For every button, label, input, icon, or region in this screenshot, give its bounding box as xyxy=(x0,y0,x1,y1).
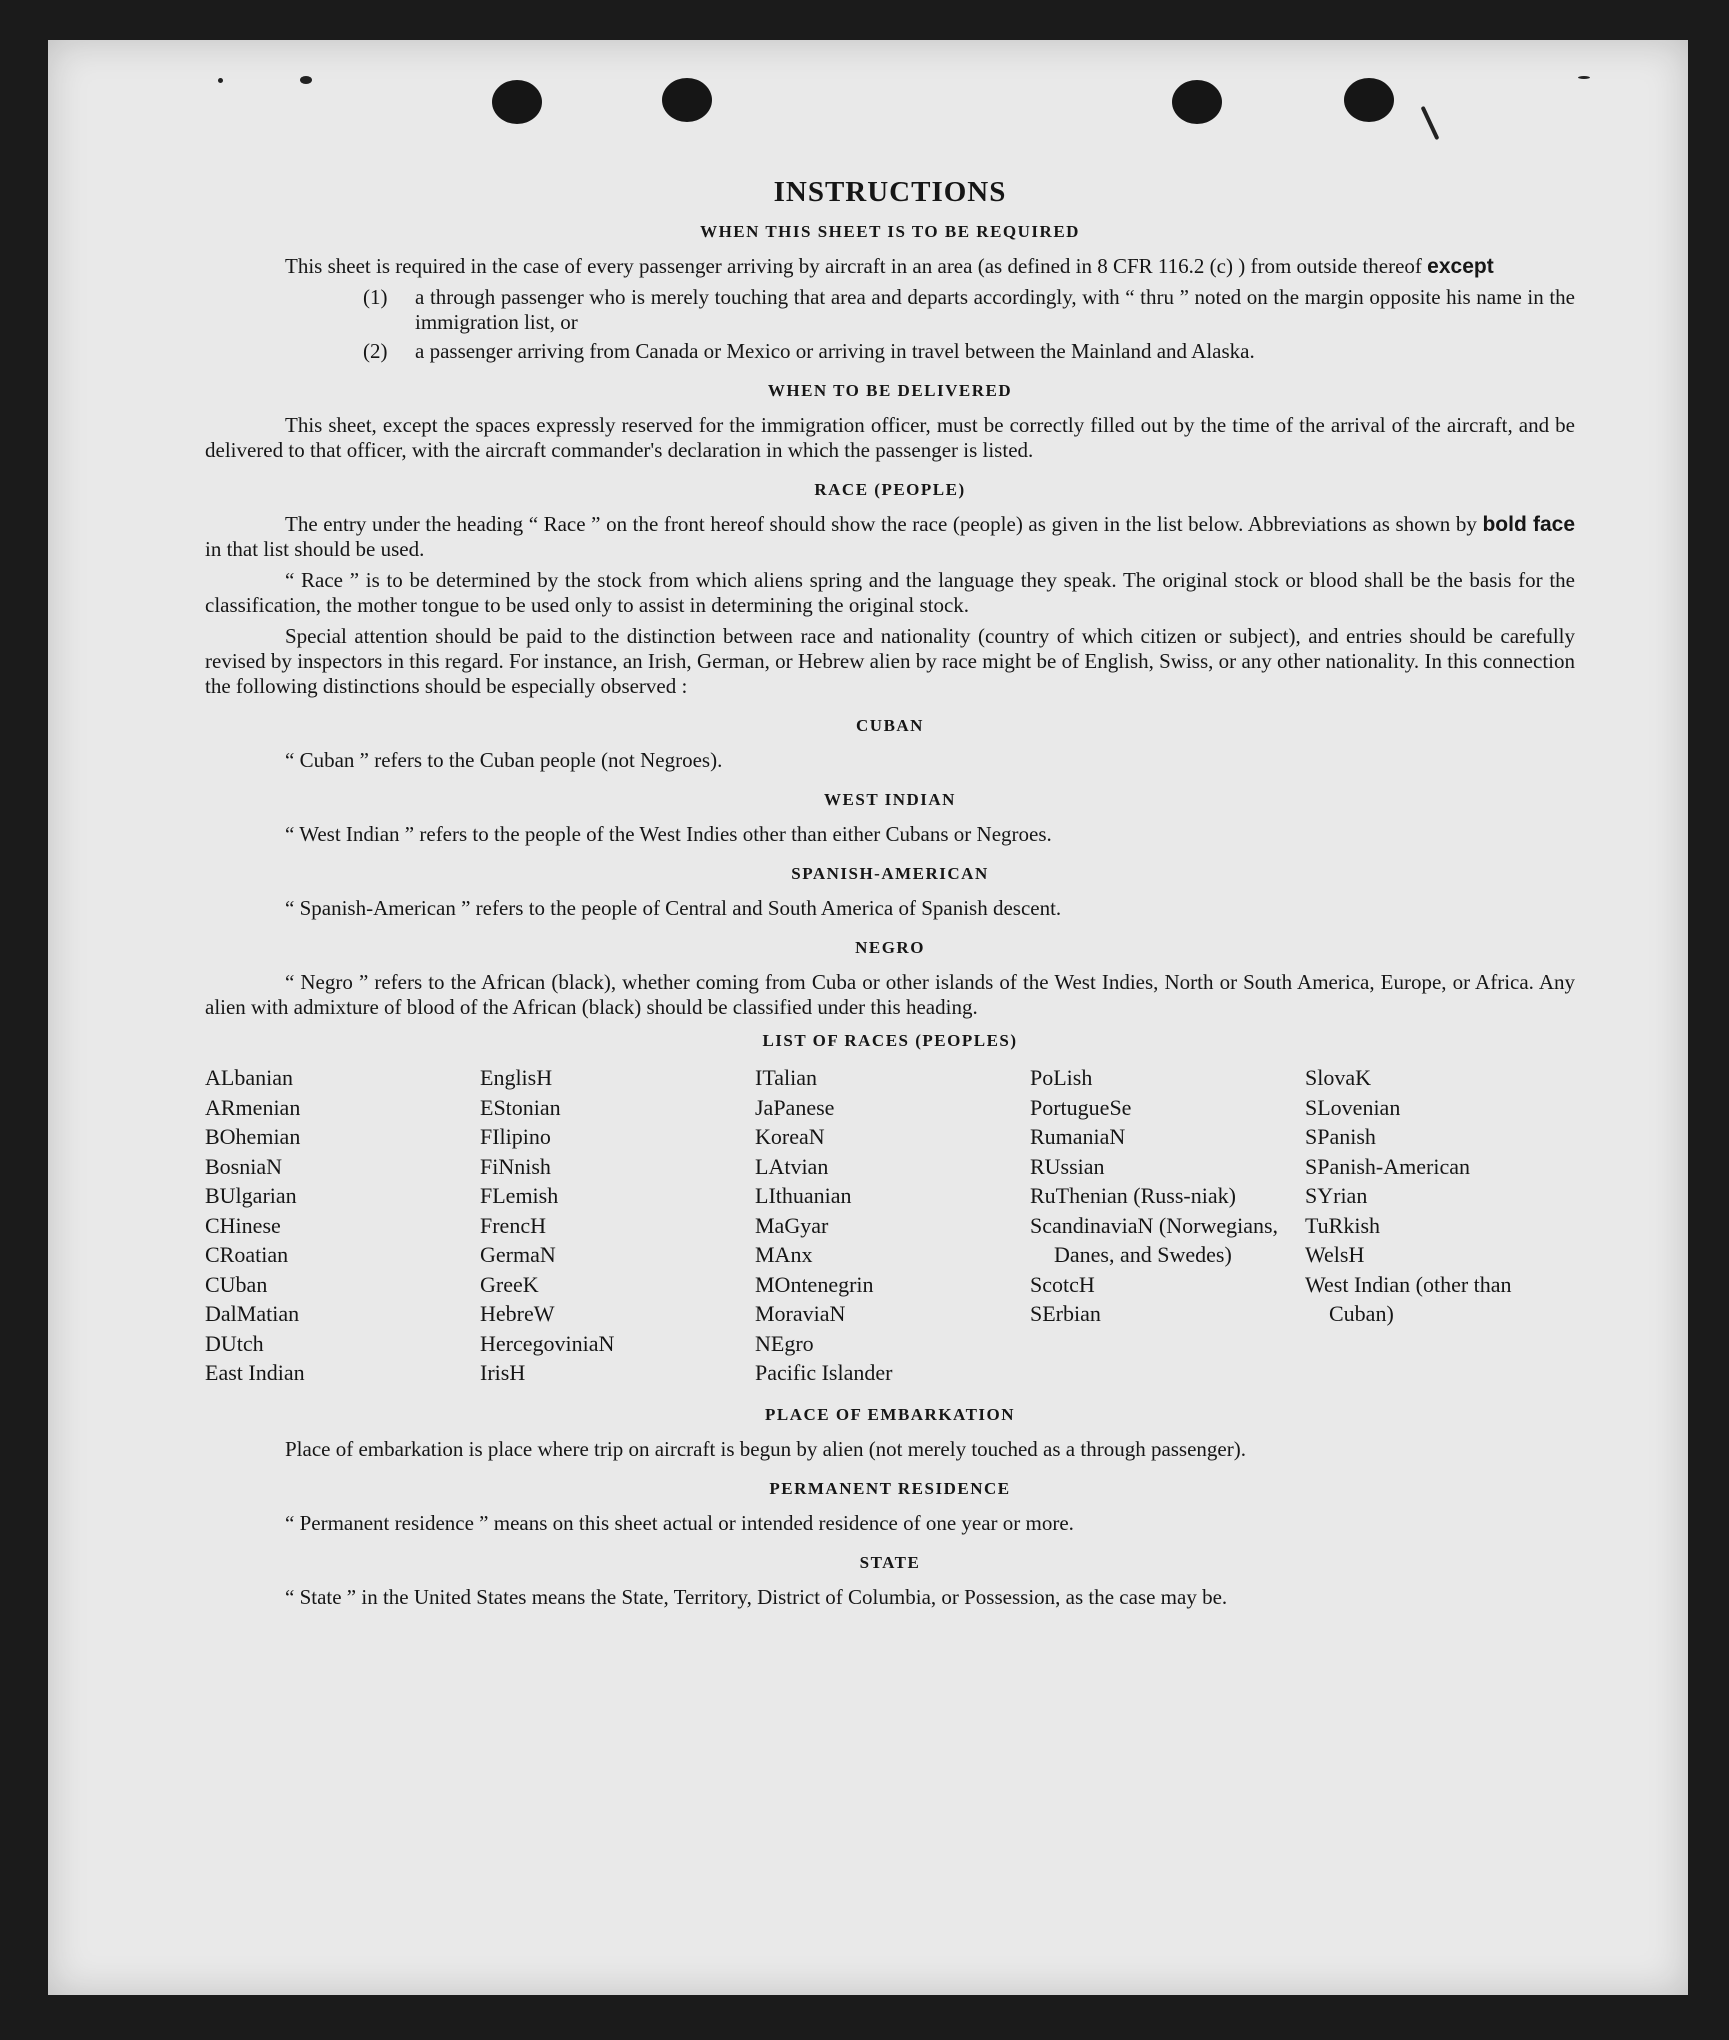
section-heading: PERMANENT RESIDENCE xyxy=(769,1478,1011,1498)
race-item: HebreW xyxy=(480,1301,555,1326)
race-item: ALbanian xyxy=(205,1065,293,1090)
race-item: SPanish xyxy=(1305,1124,1376,1149)
race-item: FrencH xyxy=(480,1212,546,1238)
race-item: ITalian xyxy=(755,1065,817,1090)
paragraph-text: in that list should be used. xyxy=(205,537,425,561)
list-item-text: a through passenger who is merely touching that area and departs accordingly, with “ thru ” noted on the margin opposite his name in the immigration list, or xyxy=(415,285,1575,334)
race-item: EnglisH xyxy=(480,1065,553,1090)
paragraph-text: This sheet is required in the case of every passenger arriving by aircraft in an area (as defined in 8 CFR 116.2 (c) ) from outside thereof xyxy=(285,254,1422,278)
section-heading: WHEN TO BE DELIVERED xyxy=(767,381,1013,400)
race-item: DUtch xyxy=(205,1330,264,1356)
section-heading: NEGRO xyxy=(855,938,925,957)
section-paragraph: This sheet, except the spaces expressly reserved for the immigration officer, must be correctly filled out by the time of the arrival of the aircraft, and be delivered to that officer, with the aircraft commander's declaration in which the passenger is listed. xyxy=(205,413,1575,462)
race-item: ScandinaviaN (Norwegians, Danes, and Swedes) xyxy=(1030,1212,1279,1267)
paragraph-emphasis: bold face xyxy=(1482,513,1576,536)
races-heading: LIST OF RACES (PEOPLES) xyxy=(762,1031,1018,1050)
paragraph-emphasis: except xyxy=(1427,255,1494,278)
section-paragraph: “ State ” in the United States means the State, Territory, District of Columbia, or Possession, as the case may be. xyxy=(285,1584,1228,1609)
section-paragraph: Special attention should be paid to the distinction between race and nationality (country of which citizen or subject), and entries should be carefully revised by inspectors in this regard. For instance, an Irish, German, or Hebrew alien by race might be of English, Swiss, or any other nationality. In this connection the following distinctions should be especially observed : xyxy=(205,624,1575,698)
race-item: SPanish-American xyxy=(1305,1153,1470,1179)
race-item: CHinese xyxy=(205,1212,281,1238)
race-item: GermaN xyxy=(480,1242,556,1267)
race-item: KoreaN xyxy=(755,1124,825,1149)
race-item: MoraviaN xyxy=(755,1301,846,1326)
race-item: RUssian xyxy=(1030,1153,1105,1179)
section-heading: WEST INDIAN xyxy=(824,790,956,809)
race-item: FLemish xyxy=(480,1183,559,1208)
list-item-number: (1) xyxy=(363,285,388,309)
list-item xyxy=(205,285,1575,335)
race-item: LAtvian xyxy=(755,1153,829,1179)
race-item: PoLish xyxy=(1030,1065,1093,1090)
race-item: EStonian xyxy=(480,1094,561,1120)
punch-hole xyxy=(1172,80,1222,124)
race-item: SYrian xyxy=(1305,1183,1368,1208)
race-item: East Indian xyxy=(205,1360,305,1385)
document-page xyxy=(48,40,1688,1995)
race-item: CUban xyxy=(205,1271,268,1297)
section-paragraph: “ Race ” is to be determined by the stock from which aliens spring and the language they speak. The original stock or blood shall be the basis for the classification, the mother tongue to be used only to assist in determining the original stock. xyxy=(205,568,1575,617)
race-item: MaGyar xyxy=(755,1212,829,1238)
races-column xyxy=(480,1063,750,1388)
races-list xyxy=(205,1063,1575,1388)
section-heading: PLACE OF EMBARKATION xyxy=(764,1404,1016,1424)
race-item: TuRkish xyxy=(1305,1212,1381,1238)
race-item: JaPanese xyxy=(755,1094,835,1120)
race-item: RuThenian (Russ-niak) xyxy=(1030,1183,1236,1208)
page-title: INSTRUCTIONS xyxy=(773,176,1007,208)
races-column xyxy=(205,1063,475,1388)
list-item xyxy=(205,339,1575,364)
race-item: WelsH xyxy=(1305,1242,1365,1267)
races-column xyxy=(755,1063,1025,1388)
race-item: GreeK xyxy=(480,1271,539,1297)
section-paragraph: Place of embarkation is place where trip on aircraft is begun by alien (not merely touched as a through passenger). xyxy=(285,1436,1246,1461)
race-item: LIthuanian xyxy=(755,1183,852,1208)
race-item: SLovenian xyxy=(1305,1094,1401,1120)
section-heading: CUBAN xyxy=(856,716,924,735)
race-item: MAnx xyxy=(755,1242,813,1267)
race-item: IrisH xyxy=(480,1360,526,1385)
section-paragraph: “ Permanent residence ” means on this sheet actual or intended residence of one year or more. xyxy=(285,1510,1074,1535)
instructions-content xyxy=(205,176,1576,1616)
race-item: RumaniaN xyxy=(1030,1124,1126,1149)
race-item: SErbian xyxy=(1030,1301,1101,1326)
ink-speck xyxy=(218,78,223,83)
race-item: MOntenegrin xyxy=(755,1271,874,1297)
race-item: BosniaN xyxy=(205,1153,282,1179)
race-item: BUlgarian xyxy=(205,1183,297,1208)
section-paragraph: “ Negro ” refers to the African (black), whether coming from Cuba or other islands of the West Indies, North or South America, Europe, or Africa. Any alien with admixture of blood of the African (black) should be classified under this heading. xyxy=(205,970,1575,1019)
section-paragraph: “ Cuban ” refers to the Cuban people (not Negroes). xyxy=(285,748,723,772)
race-item: DalMatian xyxy=(205,1301,300,1326)
race-item: HercegoviniaN xyxy=(480,1330,615,1356)
races-column xyxy=(1030,1063,1300,1388)
paragraph-text: The entry under the heading “ Race ” on the front hereof should show the race (people) as given in the list below. Abbreviations as shown by xyxy=(285,512,1477,536)
race-item: ScotcH xyxy=(1030,1271,1095,1297)
section-paragraph: “ Spanish-American ” refers to the people of Central and South America of Spanish descent. xyxy=(285,896,1062,920)
race-item: BOhemian xyxy=(205,1124,301,1149)
list-item-text: a passenger arriving from Canada or Mexico or arriving in travel between the Mainland and Alaska. xyxy=(415,339,1255,363)
race-item: West Indian (other than Cuban) xyxy=(1305,1271,1512,1326)
race-item: ARmenian xyxy=(205,1094,301,1120)
race-item: CRoatian xyxy=(205,1242,289,1267)
races-column xyxy=(1305,1063,1575,1388)
ink-speck xyxy=(1421,106,1440,140)
ink-speck xyxy=(1578,76,1590,79)
section-paragraph xyxy=(205,254,1575,279)
race-item: FIlipino xyxy=(480,1124,551,1149)
section-heading: WHEN THIS SHEET IS TO BE REQUIRED xyxy=(700,222,1080,241)
punch-hole xyxy=(662,78,712,122)
section-paragraph: “ West Indian ” refers to the people of the West Indies other than either Cubans or Negroes. xyxy=(285,822,1052,846)
race-item: NEgro xyxy=(755,1330,814,1356)
punch-hole xyxy=(492,80,542,124)
section-heading: STATE xyxy=(859,1552,921,1572)
list-item-number: (2) xyxy=(363,339,388,363)
ink-speck xyxy=(300,76,312,84)
race-item: SlovaK xyxy=(1305,1065,1371,1090)
punch-hole xyxy=(1344,78,1394,122)
race-item: PortugueSe xyxy=(1030,1094,1132,1120)
race-item: Pacific Islander xyxy=(755,1360,893,1385)
section-heading: SPANISH-AMERICAN xyxy=(791,864,989,883)
section-paragraph xyxy=(205,512,1575,562)
section-heading: RACE (PEOPLE) xyxy=(814,480,966,499)
race-item: FiNnish xyxy=(480,1153,551,1179)
